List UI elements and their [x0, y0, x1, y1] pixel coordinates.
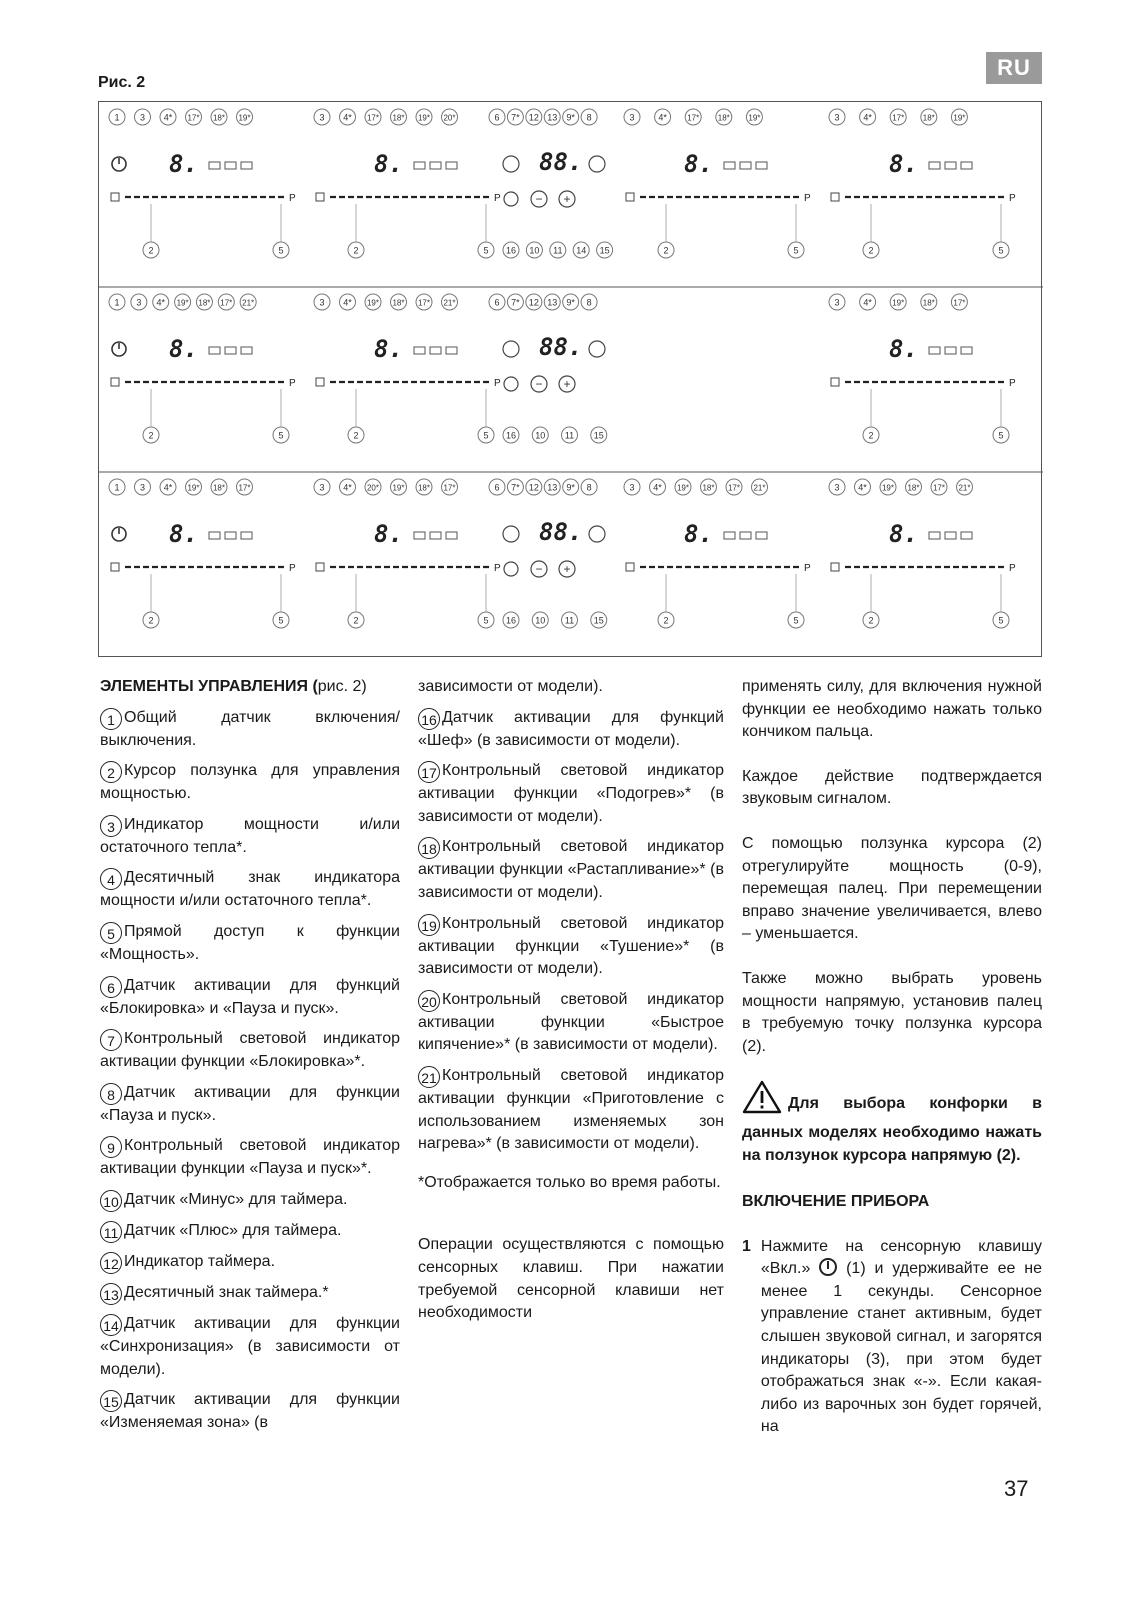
list-item	[418, 1065, 724, 1156]
callout-label: 13	[547, 482, 558, 493]
callout-label: 2	[148, 245, 154, 256]
item-number-badge: 17	[418, 761, 440, 783]
item-text: Контрольный световой индикатор активации функции «Подогрев»* (в зависимости от модели).	[418, 762, 724, 825]
function-icon	[414, 162, 425, 169]
power-display: 8.	[889, 150, 918, 178]
callout-label: 3	[139, 112, 146, 123]
callout-label: 19*	[366, 298, 380, 308]
item-text: Датчик активации для функций «Блокировка» и «Пауза и пуск».	[100, 976, 400, 1017]
callout-label: 19*	[187, 483, 200, 493]
list-item	[100, 921, 400, 967]
power-display: 8.	[684, 520, 713, 548]
callout-label: 7*	[511, 112, 520, 123]
zone-select-icon	[111, 563, 119, 571]
zone-select-icon	[626, 193, 634, 201]
callout-label: 2	[868, 430, 874, 441]
control-panel-diagram	[98, 101, 1042, 657]
callout-label: 4*	[858, 482, 867, 493]
callout-label: 3	[629, 112, 635, 123]
callout-label: 7*	[511, 297, 520, 308]
timer-display: 88.	[539, 333, 583, 361]
slider-end-label: P	[1009, 378, 1016, 389]
slider-end-label: P	[804, 193, 811, 204]
callout-label: 10	[529, 245, 540, 256]
list-item	[418, 760, 724, 828]
item-number-badge: 20	[418, 990, 440, 1012]
function-icon	[740, 532, 751, 539]
item-text: Датчик активации для функций «Шеф» (в зависимости от модели).	[418, 708, 724, 749]
item-number-badge: 9	[100, 1136, 122, 1158]
callout-label: 18*	[907, 483, 920, 493]
callout-label: 19*	[892, 298, 905, 308]
item-text: Индикатор таймера.	[124, 1252, 276, 1270]
callout-label: 8	[586, 482, 592, 493]
lock-icon	[503, 341, 519, 357]
callout-label: 4*	[343, 482, 352, 493]
diagram-svg	[99, 102, 1043, 658]
item-number-badge: 5	[100, 922, 122, 944]
item-text: Контрольный световой индикатор активации функции «Растапливание»* (в зависимости от модели).	[418, 838, 724, 901]
function-icon	[961, 162, 972, 169]
callout-label: 15	[593, 615, 604, 626]
item-number-badge: 3	[100, 815, 122, 837]
callout-label: 3	[834, 482, 840, 493]
item-number-badge: 4	[100, 868, 122, 890]
callout-label: 4*	[343, 112, 352, 123]
page-number: 37	[1004, 1476, 1029, 1501]
list-item	[100, 760, 400, 806]
item-number-badge: 8	[100, 1083, 122, 1105]
callout-label: 17*	[932, 483, 946, 493]
column-1	[100, 676, 400, 1443]
item-text: Датчик «Плюс» для таймера.	[124, 1221, 342, 1239]
item-text: Контрольный световой индикатор активации функции «Пауза и пуск»*.	[100, 1137, 400, 1178]
item-text: Десятичный знак таймера.*	[124, 1283, 329, 1301]
callout-label: 2	[353, 615, 359, 626]
item-number-badge: 7	[100, 1029, 122, 1051]
zone-select-icon	[831, 563, 839, 571]
function-icon	[225, 532, 236, 539]
chef-icon	[504, 377, 518, 391]
callout-label: 3	[834, 112, 840, 123]
function-icon	[929, 347, 940, 354]
function-icon	[241, 347, 252, 354]
step-1	[742, 1236, 1042, 1439]
controls-list-2	[418, 707, 724, 1156]
list-item	[418, 989, 724, 1057]
callout-label: 17*	[220, 298, 233, 308]
callout-label: 5	[793, 245, 799, 256]
item-text: Контрольный световой индикатор активации функции «Тушение»* (в зависимости от модели).	[418, 914, 724, 978]
function-icon	[209, 162, 220, 169]
callout-label: 5	[483, 615, 489, 626]
paragraph-direct: Также можно выбрать уровень мощности напрямую, установив палец в требуемую точку ползунка курсора (2).	[742, 969, 1042, 1055]
column-3	[742, 676, 1042, 1439]
language-badge: RU	[986, 52, 1042, 84]
minus-sign: −	[535, 377, 543, 391]
callout-label: 18*	[392, 298, 405, 308]
slider-end-label: P	[289, 193, 296, 204]
list-continuation: зависимости от модели).	[418, 678, 603, 695]
callout-label: 19*	[953, 113, 966, 123]
list-item	[100, 867, 400, 913]
list-item	[418, 707, 724, 753]
callout-label: 18*	[922, 113, 935, 123]
callout-label: 19*	[176, 298, 189, 308]
power-display: 8.	[169, 150, 198, 178]
function-icon	[446, 162, 457, 169]
item-number-badge: 6	[100, 976, 122, 998]
item-number-badge: 21	[418, 1066, 440, 1088]
function-icon	[430, 347, 441, 354]
callout-label: 17*	[687, 113, 700, 123]
callout-label: 19*	[881, 483, 895, 493]
callout-label: 16	[505, 615, 517, 626]
item-number-badge: 11	[100, 1221, 122, 1243]
callout-label: 19*	[676, 483, 690, 493]
function-icon	[740, 162, 751, 169]
callout-label: 2	[148, 430, 154, 441]
step-text: Нажмите на сенсорную клавишу «Вкл.» (1) и удерживайте ее не менее 1 секунды. Сенсорное управление станет активным, будет слышен звуковой сигнал, и загорятся индикаторы (3), при этом будет отображаться знак «-». Если какая-либо из варочных зон будет горячей, на	[760, 1237, 1043, 1436]
list-item	[100, 1189, 400, 1212]
item-text: Прямой доступ к функции «Мощность».	[100, 922, 400, 963]
power-display: 8.	[889, 520, 918, 548]
slider-end-label: P	[289, 378, 296, 389]
callout-label: 13	[547, 112, 558, 123]
function-icon	[961, 347, 972, 354]
item-number-badge: 19	[418, 914, 440, 936]
list-item	[100, 1220, 400, 1243]
callout-label: 15	[593, 430, 604, 441]
function-icon	[945, 162, 956, 169]
item-text: Датчик активации для функции «Синхронизация» (в зависимости от модели).	[100, 1314, 400, 1378]
item-number-badge: 18	[418, 837, 440, 859]
callout-label: 11	[564, 430, 575, 441]
callout-label: 5	[278, 245, 284, 256]
item-text: Контрольный световой индикатор активации функции «Быстрое кипячение»* (в зависимости от модели).	[418, 990, 724, 1054]
callout-label: 12	[528, 112, 539, 123]
callout-label: 18*	[392, 113, 405, 123]
callout-label: 21*	[958, 483, 971, 493]
list-item	[100, 707, 400, 753]
function-icon	[225, 347, 236, 354]
slider-end-label: P	[494, 563, 501, 574]
callout-label: 3	[319, 297, 325, 308]
callout-label: 10	[535, 615, 546, 626]
item-number-badge: 10	[100, 1190, 122, 1212]
callout-label: 9*	[566, 482, 575, 493]
callout-label: 16	[505, 430, 517, 441]
callout-label: 15	[599, 245, 610, 256]
item-text: Десятичный знак индикатора мощности и/или остаточного тепла*.	[100, 869, 400, 910]
function-icon	[414, 532, 425, 539]
item-text: Датчик активации для функции «Пауза и пуск».	[100, 1083, 400, 1124]
lock-icon	[503, 526, 519, 542]
slider-end-label: P	[1009, 193, 1016, 204]
callout-label: 8	[586, 297, 592, 308]
callout-label: 18*	[417, 483, 431, 493]
power-display: 8.	[374, 520, 403, 548]
chef-icon	[504, 562, 518, 576]
function-icon	[724, 162, 735, 169]
function-icon	[209, 532, 220, 539]
power-display: 8.	[374, 335, 403, 363]
item-text: Датчик активации для функции «Изменяемая зона» (в	[100, 1391, 400, 1432]
section-heading-controls: ЭЛЕМЕНТЫ УПРАВЛЕНИЯ (рис. 2)	[100, 678, 367, 695]
function-icon	[446, 532, 457, 539]
callout-label: 5	[998, 245, 1004, 256]
callout-label: 21*	[242, 298, 255, 308]
operations-paragraph: Операции осуществляются с помощью сенсорных клавиш. При нажатии требуемой сенсорной клавиши нет необходимости	[418, 1236, 724, 1322]
callout-label: 3	[629, 482, 635, 493]
plus-sign: +	[563, 377, 571, 391]
figure-label: Рис. 2	[98, 74, 146, 91]
callout-label: 20*	[366, 483, 380, 493]
callout-label: 2	[353, 430, 359, 441]
callout-label: 17*	[238, 483, 251, 493]
pause-icon	[589, 526, 605, 542]
callout-label: 3	[834, 297, 840, 308]
callout-label: 18*	[702, 483, 715, 493]
zone-select-icon	[111, 378, 119, 386]
callout-label: 2	[148, 615, 154, 626]
callout-label: 4*	[658, 112, 667, 123]
function-icon	[756, 162, 767, 169]
item-number-badge: 16	[418, 708, 440, 730]
function-icon	[430, 162, 441, 169]
callout-label: 5	[483, 245, 489, 256]
callout-label: 17*	[443, 483, 456, 493]
paragraph-sound: Каждое действие подтверждается звуковым сигналом.	[742, 767, 1042, 808]
minus-sign: −	[535, 562, 543, 576]
callout-label: 17*	[727, 483, 741, 493]
zone-select-icon	[316, 378, 324, 386]
callout-label: 9*	[566, 297, 575, 308]
callout-label: 5	[793, 615, 799, 626]
callout-label: 3	[319, 482, 325, 493]
callout-label: 6	[494, 482, 500, 493]
function-icon	[961, 532, 972, 539]
function-icon	[756, 532, 767, 539]
callout-label: 2	[663, 615, 669, 626]
function-icon	[241, 532, 252, 539]
callout-label: 16	[505, 245, 517, 256]
callout-label: 11	[564, 615, 575, 626]
list-item	[100, 1389, 400, 1435]
warning-note: Для выбора конфорки в данных моделях необходимо нажать на ползунок курсора напрямую (2).	[742, 1080, 1042, 1167]
callout-label: 17*	[417, 298, 431, 308]
callout-label: 6	[494, 112, 500, 123]
pause-icon	[589, 341, 605, 357]
slider-end-label: P	[494, 193, 501, 204]
list-item	[100, 1313, 400, 1381]
callout-label: 2	[868, 615, 874, 626]
callout-label: 12	[528, 482, 539, 493]
zone-select-icon	[626, 563, 634, 571]
function-icon	[225, 162, 236, 169]
function-icon	[724, 532, 735, 539]
paragraph-slider: С помощью ползунка курсора (2) отрегулируйте мощность (0-9), перемещая палец. При перемещении вправо значение увеличивается, влево – уменьшается.	[742, 834, 1042, 943]
list-item	[100, 814, 400, 860]
callout-label: 21*	[443, 298, 456, 308]
callout-label: 5	[998, 430, 1004, 441]
function-icon	[945, 347, 956, 354]
list-item	[100, 1135, 400, 1181]
item-number-badge: 15	[100, 1390, 122, 1412]
plus-sign: +	[563, 562, 571, 576]
item-text: Курсор ползунка для управления мощностью.	[100, 762, 400, 803]
callout-label: 4*	[863, 112, 872, 123]
zone-select-icon	[316, 563, 324, 571]
callout-label: 19*	[392, 483, 405, 493]
slider-end-label: P	[804, 563, 811, 574]
callout-label: 4*	[343, 297, 352, 308]
callout-label: 20*	[443, 113, 456, 123]
list-item	[100, 975, 400, 1021]
callout-label: 17*	[366, 113, 380, 123]
callout-label: 13	[547, 297, 558, 308]
list-item	[418, 913, 724, 981]
callout-label: 3	[139, 482, 146, 493]
chef-icon	[504, 192, 518, 206]
callout-label: 5	[483, 430, 489, 441]
callout-label: 7*	[511, 482, 520, 493]
callout-label: 19*	[417, 113, 431, 123]
power-display: 8.	[169, 335, 198, 363]
callout-label: 4*	[163, 112, 173, 123]
callout-label: 2	[353, 245, 359, 256]
callout-label: 4*	[653, 482, 662, 493]
power-display: 8.	[169, 520, 198, 548]
callout-label: 1	[114, 482, 120, 493]
section-heading-power-on: ВКЛЮЧЕНИЕ ПРИБОРА	[742, 1193, 930, 1211]
callout-label: 17*	[187, 113, 200, 123]
controls-list-1	[100, 707, 400, 1435]
function-icon	[929, 162, 940, 169]
lock-icon	[503, 156, 519, 172]
function-icon	[414, 347, 425, 354]
callout-label: 5	[278, 430, 284, 441]
item-number-badge: 1	[100, 708, 122, 730]
step-number: 1	[742, 1237, 751, 1255]
callout-label: 1	[114, 112, 120, 123]
callout-label: 18*	[717, 113, 730, 123]
list-item	[100, 1028, 400, 1074]
function-icon	[446, 347, 457, 354]
function-icon	[241, 162, 252, 169]
function-icon	[430, 532, 441, 539]
callout-label: 19*	[238, 113, 251, 123]
zone-select-icon	[316, 193, 324, 201]
item-text: Общий датчик включения/ выключения.	[100, 708, 400, 749]
callout-label: 9*	[566, 112, 575, 123]
zone-select-icon	[831, 378, 839, 386]
function-icon	[945, 532, 956, 539]
slider-end-label: P	[1009, 563, 1016, 574]
list-item	[100, 1282, 400, 1305]
item-text: Датчик «Минус» для таймера.	[124, 1190, 348, 1208]
item-number-badge: 14	[100, 1314, 122, 1336]
list-item	[418, 836, 724, 904]
callout-label: 5	[998, 615, 1004, 626]
list-item	[100, 1251, 400, 1274]
callout-label: 2	[663, 245, 669, 256]
item-text: Контрольный световой индикатор активации функции «Блокировка»*.	[100, 1030, 400, 1071]
pause-icon	[589, 156, 605, 172]
power-display: 8.	[889, 335, 918, 363]
function-icon	[929, 532, 940, 539]
callout-label: 18*	[212, 483, 226, 493]
paragraph-pressure: применять силу, для включения нужной функции ее необходимо нажать только кончиком пальца.	[742, 678, 1042, 741]
item-number-badge: 12	[100, 1252, 122, 1274]
callout-label: 6	[494, 297, 500, 308]
minus-sign: −	[535, 192, 543, 206]
callout-label: 18*	[922, 298, 935, 308]
item-number-badge: 2	[100, 761, 122, 783]
callout-label: 4*	[163, 482, 173, 493]
callout-label: 21*	[753, 483, 766, 493]
callout-label: 2	[868, 245, 874, 256]
zone-select-icon	[831, 193, 839, 201]
power-display: 8.	[684, 150, 713, 178]
callout-label: 3	[319, 112, 325, 123]
callout-label: 12	[528, 297, 539, 308]
plus-sign: +	[563, 192, 571, 206]
power-icon	[819, 1258, 837, 1276]
callout-label: 8	[586, 112, 592, 123]
callout-label: 10	[535, 430, 546, 441]
function-icon	[209, 347, 220, 354]
timer-display: 88.	[539, 148, 583, 176]
callout-label: 18*	[212, 113, 226, 123]
warning-icon	[742, 1080, 782, 1122]
item-text: Контрольный световой индикатор активации функции «Приготовление с использованием изменяемых зон нагрева»* (в зависимости от модели).	[418, 1066, 724, 1153]
callout-label: 1	[114, 297, 120, 308]
callout-label: 17*	[892, 113, 905, 123]
power-display: 8.	[374, 150, 403, 178]
callout-label: 17*	[953, 298, 966, 308]
callout-label: 18*	[198, 298, 211, 308]
callout-label: 11	[553, 245, 563, 256]
zone-select-icon	[111, 193, 119, 201]
slider-end-label: P	[289, 563, 296, 574]
callout-label: 5	[278, 615, 284, 626]
item-text: Индикатор мощности и/или остаточного тепла*.	[100, 815, 400, 856]
callout-label: 4*	[156, 297, 165, 308]
list-item	[100, 1082, 400, 1128]
slider-end-label: P	[494, 378, 501, 389]
callout-label: 19*	[748, 113, 761, 123]
footnote: *Отображается только во время работы.	[418, 1173, 721, 1191]
item-number-badge: 13	[100, 1283, 122, 1305]
callout-label: 4*	[863, 297, 872, 308]
timer-display: 88.	[539, 518, 583, 546]
callout-label: 14	[576, 245, 587, 256]
callout-label: 3	[136, 297, 142, 308]
column-2	[418, 676, 724, 1347]
